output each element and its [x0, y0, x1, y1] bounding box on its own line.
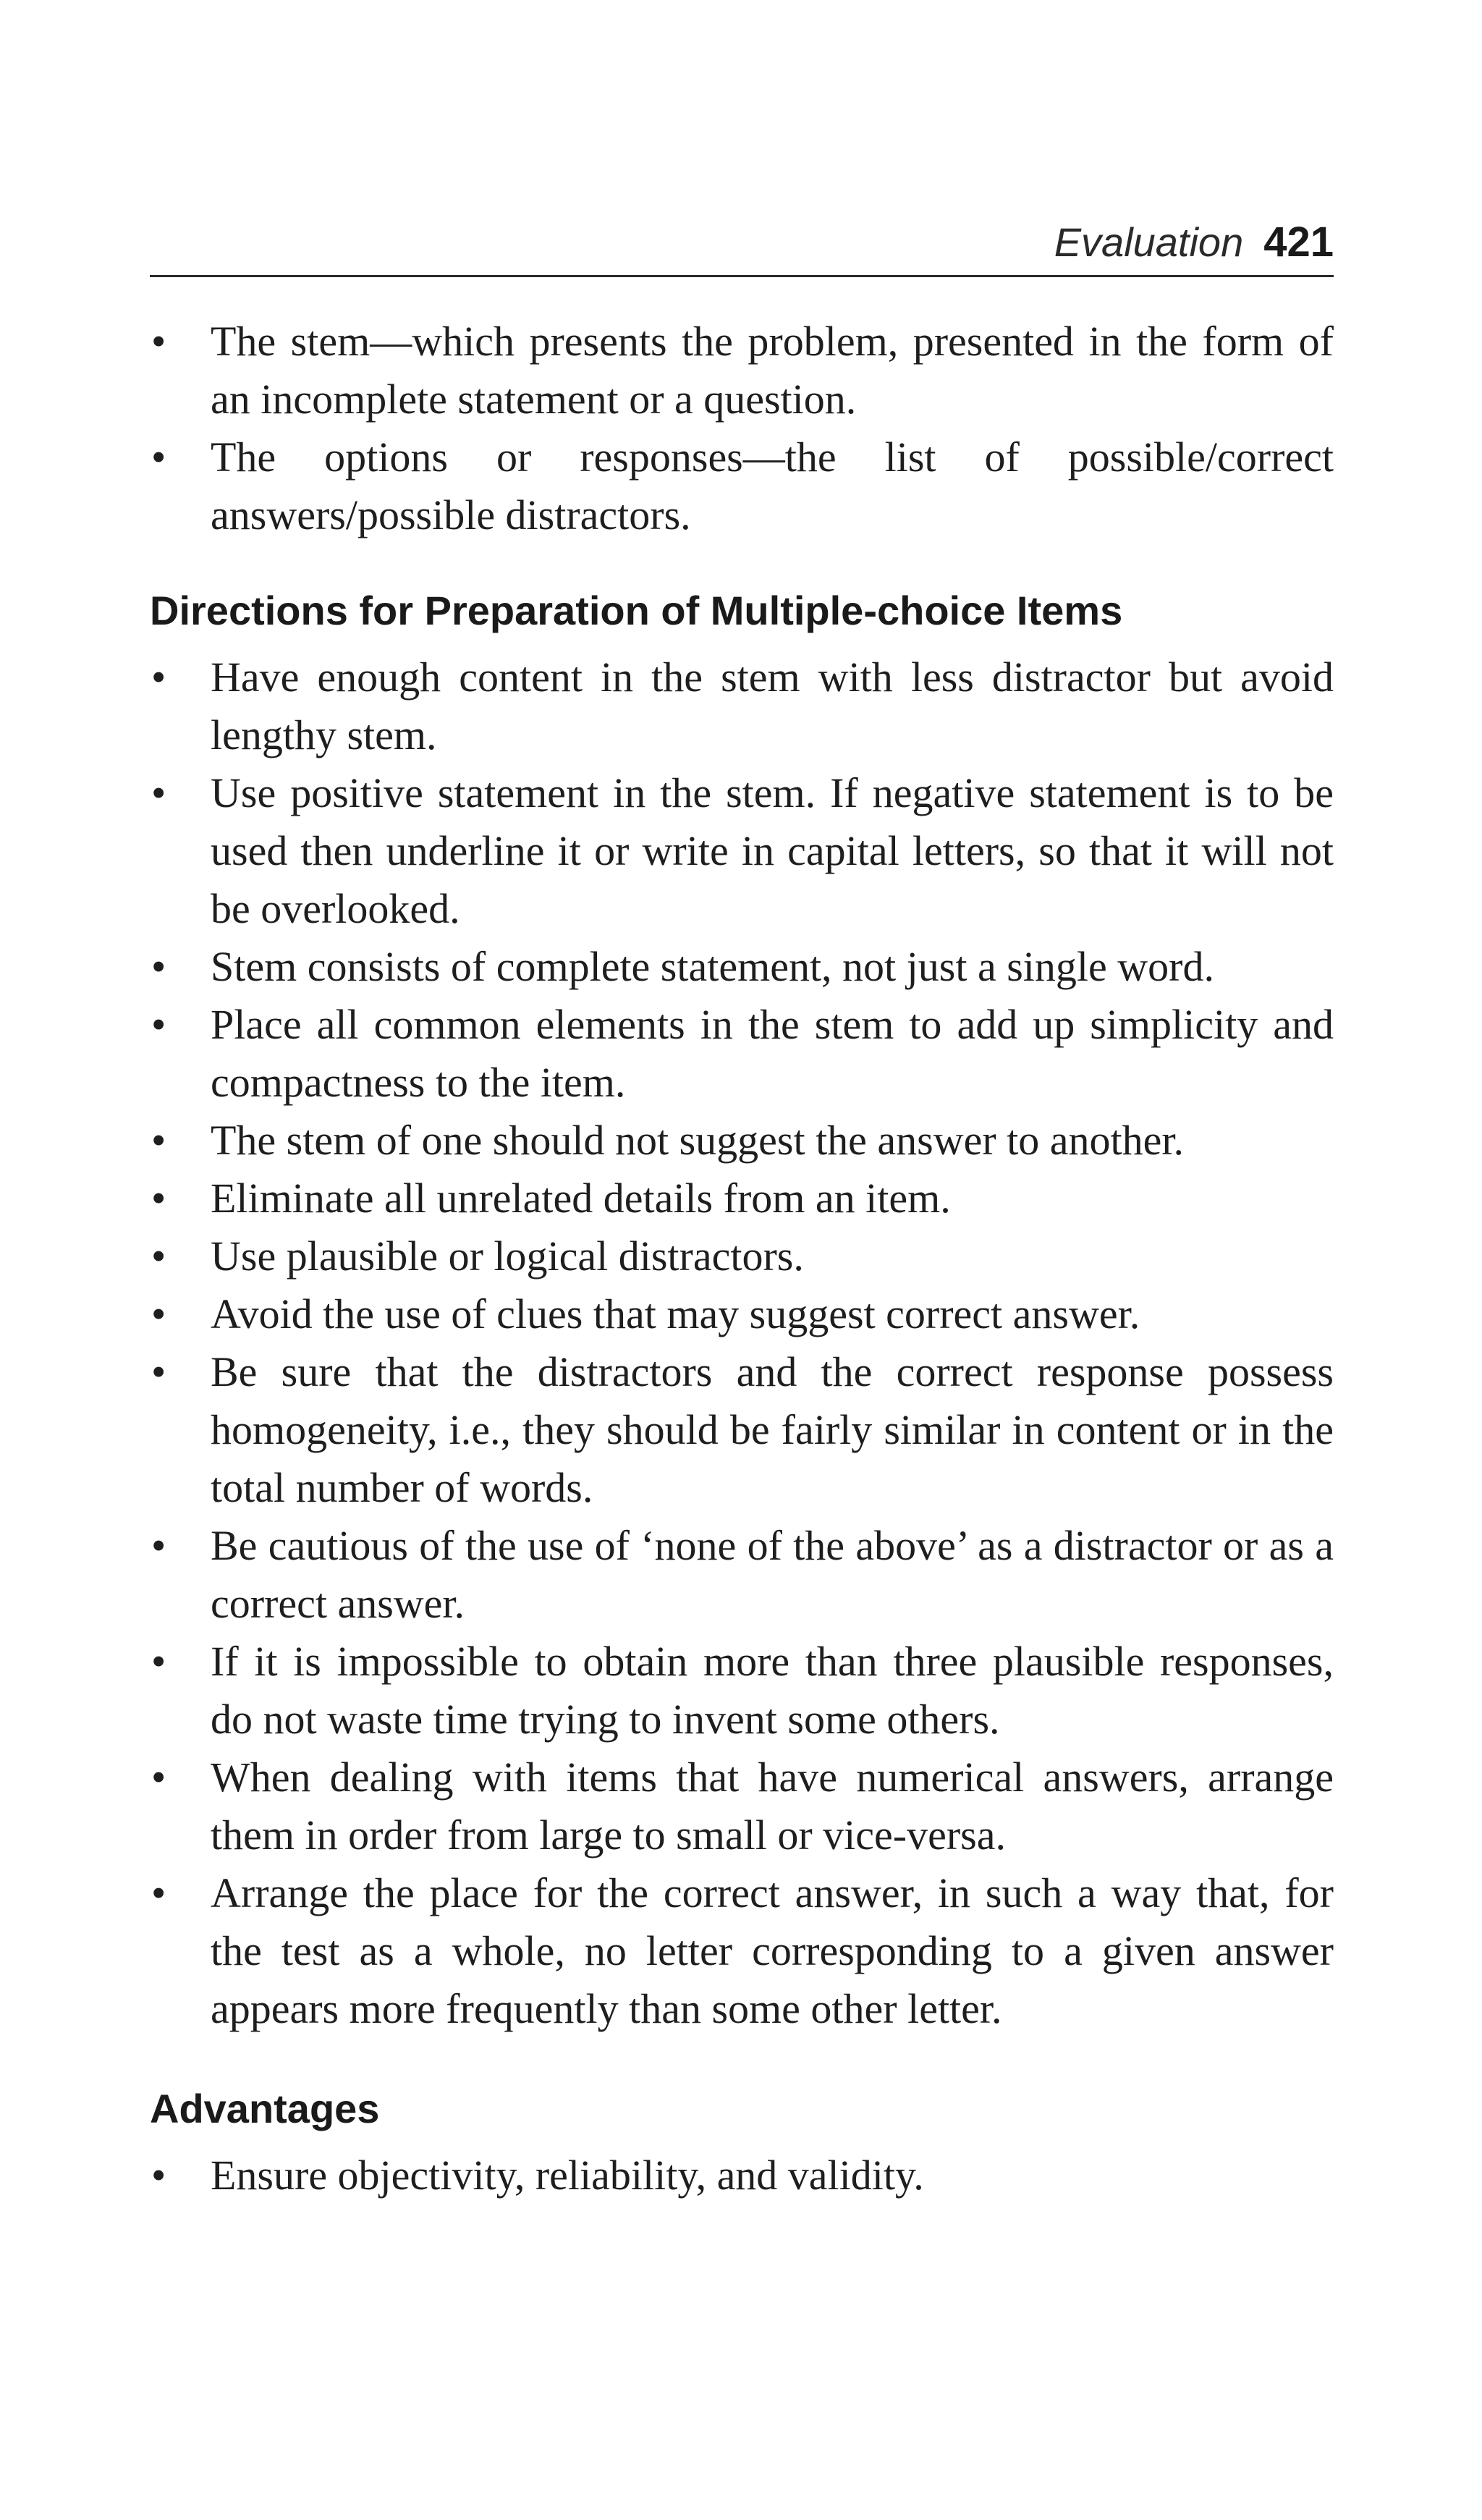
bullet-icon: •: [151, 434, 166, 481]
list-item: [150, 313, 1334, 428]
list-item: [150, 1170, 1334, 1227]
list-item: [150, 1517, 1334, 1633]
list-item: [150, 764, 1334, 938]
list-item-text: The stem—which presents the problem, presented in the form of an incomplete statement or a question.: [211, 318, 1334, 423]
list-item-text: Ensure objectivity, reliability, and validity.: [211, 2152, 924, 2199]
bullet-icon: •: [151, 1522, 166, 1569]
bullet-icon: •: [151, 2152, 166, 2199]
list-item-text: Be sure that the distractors and the correct response possess homogeneity, i.e., they should be fairly similar in content or in the total number of words.: [211, 1348, 1334, 1511]
bullet-icon: •: [151, 1117, 166, 1164]
advantages-bullet-list: [150, 2147, 1334, 2204]
spacer: [150, 640, 1334, 648]
list-item: [150, 996, 1334, 1112]
list-item-text: The options or responses—the list of possible/correct answers/possible distractors.: [211, 434, 1334, 538]
list-item: [150, 938, 1334, 996]
bullet-icon: •: [151, 1638, 166, 1685]
list-item: [150, 1343, 1334, 1517]
list-item-text: Use plausible or logical distractors.: [211, 1232, 804, 1280]
spacer: [150, 2038, 1334, 2080]
list-item: [150, 1285, 1334, 1343]
bullet-icon: •: [151, 1290, 166, 1337]
list-item-text: Use positive statement in the stem. If negative statement is to be used then underline it or write in capital letters, so that it will not be overlooked.: [211, 769, 1334, 932]
running-header: [150, 210, 1334, 277]
spacer: [150, 2138, 1334, 2147]
list-item-text: Have enough content in the stem with less distractor but avoid lengthy stem.: [211, 654, 1334, 758]
bullet-icon: •: [151, 1754, 166, 1801]
bullet-icon: •: [151, 943, 166, 990]
bullet-icon: •: [151, 654, 166, 701]
page-body: [150, 313, 1334, 2204]
bullet-icon: •: [151, 769, 166, 816]
section-heading-directions: Directions for Preparation of Multiple-choice Items: [150, 588, 1123, 633]
bullet-icon: •: [151, 318, 166, 365]
list-item-text: Be cautious of the use of ‘none of the above’ as a distractor or as a correct answer.: [211, 1522, 1334, 1627]
bullet-icon: •: [151, 1232, 166, 1280]
list-item: [150, 1864, 1334, 2038]
list-item: [150, 1227, 1334, 1285]
list-item: [150, 1633, 1334, 1749]
list-item-text: Eliminate all unrelated details from an item.: [211, 1175, 951, 1222]
list-item-text: The stem of one should not suggest the answer to another.: [211, 1117, 1185, 1164]
list-item: [150, 648, 1334, 764]
list-item: [150, 1112, 1334, 1170]
bullet-icon: •: [151, 1869, 166, 1916]
page-number: 421: [1263, 219, 1334, 266]
spacer: [150, 544, 1334, 582]
running-title: Evaluation: [1054, 219, 1244, 265]
directions-bullet-list: [150, 648, 1334, 2038]
intro-bullet-list: [150, 313, 1334, 544]
list-item-text: Place all common elements in the stem to add up simplicity and compactness to the item.: [211, 1001, 1334, 1106]
list-item-text: Avoid the use of clues that may suggest correct answer.: [211, 1290, 1140, 1337]
list-item-text: Stem consists of complete statement, not just a single word.: [211, 943, 1214, 990]
list-item-text: If it is impossible to obtain more than three plausible responses, do not waste time trying to invent some others.: [211, 1638, 1334, 1743]
list-item-text: When dealing with items that have numerical answers, arrange them in order from large to small or vice-versa.: [211, 1754, 1334, 1859]
bullet-icon: •: [151, 1175, 166, 1222]
list-item: [150, 1749, 1334, 1864]
bullet-icon: •: [151, 1348, 166, 1395]
bullet-icon: •: [151, 1001, 166, 1048]
list-item: [150, 2147, 1334, 2204]
running-header-text: [1054, 218, 1334, 266]
section-heading-advantages: Advantages: [150, 2086, 380, 2131]
list-item: [150, 428, 1334, 544]
list-item-text: Arrange the place for the correct answer, in such a way that, for the test as a whole, no letter corresponding to a given answer appears more frequently than some other letter.: [211, 1869, 1334, 2032]
